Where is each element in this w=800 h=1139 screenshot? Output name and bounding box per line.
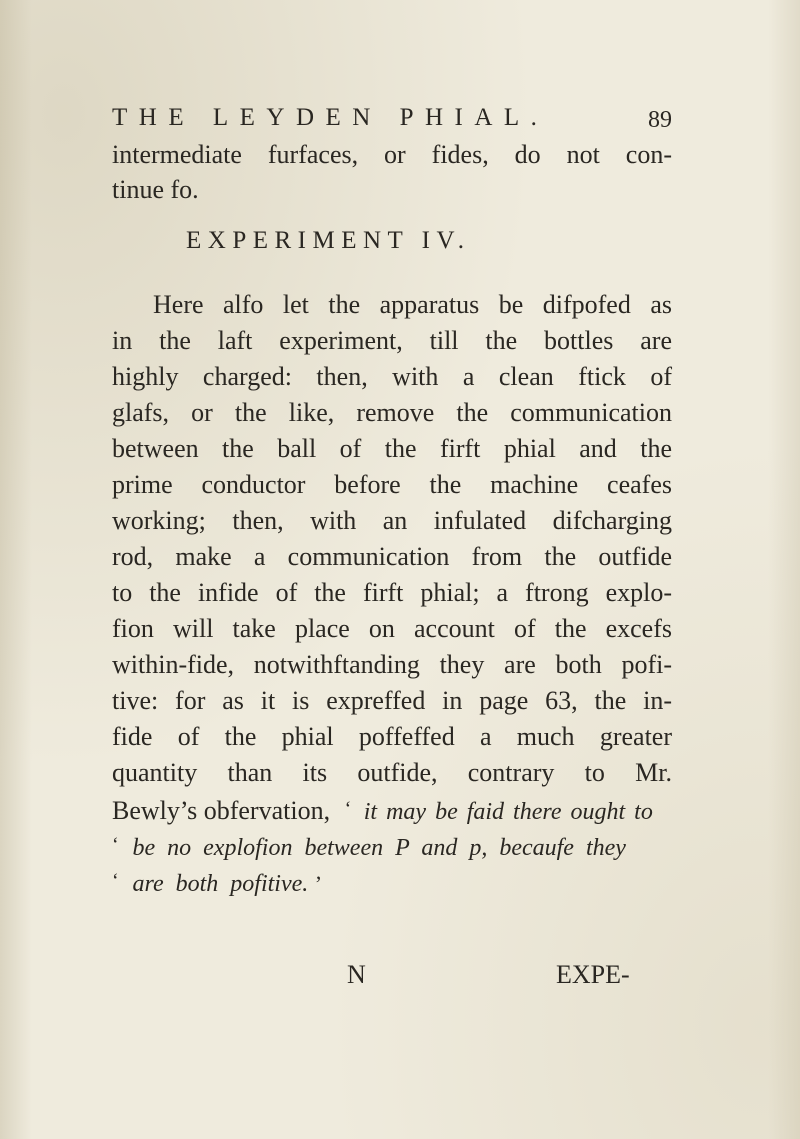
text-line: within-fide, notwithftanding they are both pofi-	[112, 650, 672, 679]
page-number: 89	[648, 107, 672, 133]
quote-close-mark: ’	[314, 871, 323, 896]
text-line: highly charged: then, with a clean ftick of	[112, 362, 672, 391]
text-line: tive: for as it is expreffed in page 63, the in-	[112, 686, 672, 715]
text-line: rod, make a communication from the outfide	[112, 542, 672, 571]
signature-mark: N	[347, 960, 366, 989]
text-line: glafs, or the like, remove the communication	[112, 398, 672, 427]
running-title: THE LEYDEN PHIAL.	[112, 104, 549, 131]
quote-open-mark: ‘	[344, 798, 352, 820]
quote-text: are both pofitive.	[132, 871, 309, 897]
quote-text: be no explofion between P and p, becaufe they	[132, 835, 626, 861]
quote-margin-mark: ‘	[112, 834, 119, 856]
text-line: working; then, with an infulated difcharging	[112, 506, 672, 535]
quote-text: it may be faid there ought to	[363, 799, 653, 825]
body-text: Bewly’s obfervation,	[112, 796, 331, 825]
text-line: fion will take place on account of the excefs	[112, 614, 672, 643]
text-line: in the laft experiment, till the bottles are	[112, 326, 672, 355]
quote-line	[112, 863, 672, 902]
catchword: EXPE-	[556, 960, 630, 989]
text-line: between the ball of the firft phial and the	[112, 434, 672, 463]
text-line-with-quote-start	[112, 791, 672, 830]
text-line: to the infide of the firft phial; a ftrong explo-	[112, 578, 672, 607]
text-line: fide of the phial poffeffed a much greater	[112, 722, 672, 751]
text-line: prime conductor before the machine ceafes	[112, 470, 672, 499]
text-line: tinue fo.	[112, 175, 199, 204]
text-line: Here alfo let the apparatus be difpofed as	[153, 290, 672, 319]
text-line: quantity than its outfide, contrary to Mr.	[112, 758, 672, 787]
running-head	[112, 100, 672, 136]
quote-line	[112, 827, 672, 866]
quote-margin-mark: ‘	[112, 870, 119, 892]
text-line: intermediate furfaces, or fides, do not con-	[112, 140, 672, 169]
experiment-heading: EXPERIMENT IV.	[186, 227, 471, 254]
